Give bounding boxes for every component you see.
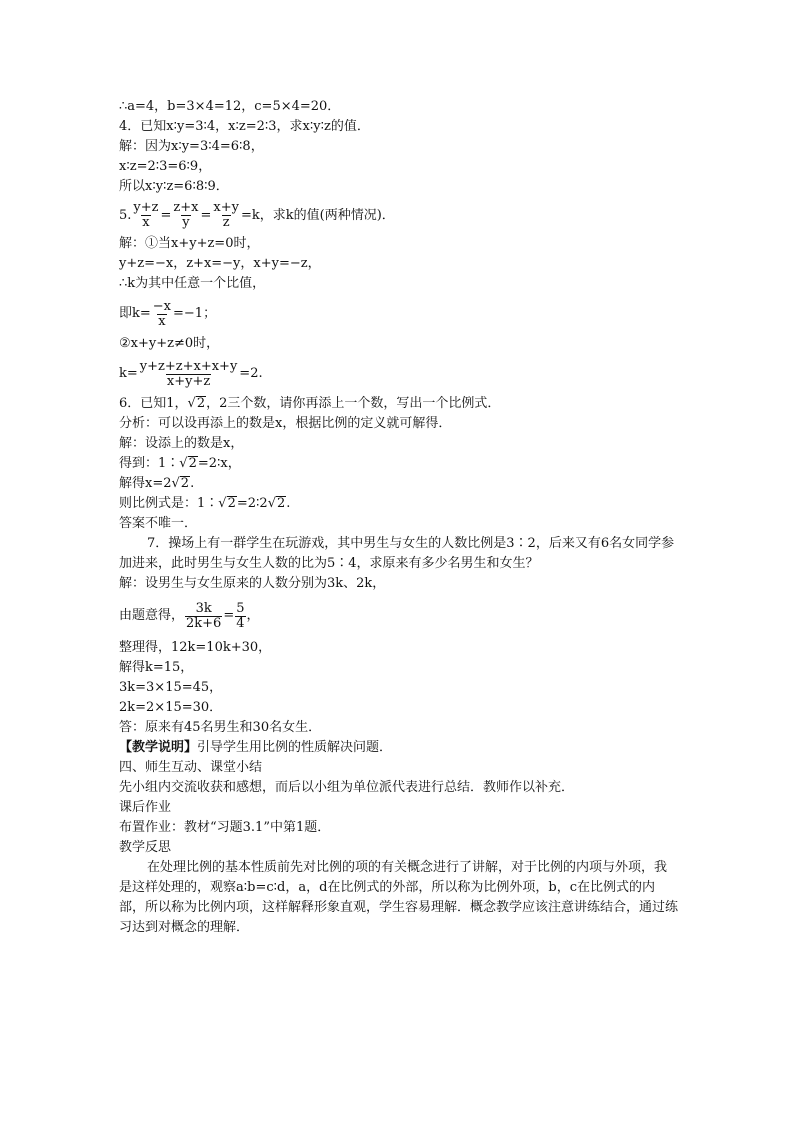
fraction-denominator: x: [158, 313, 166, 329]
text-line: ②x+y+z≠0时，: [119, 336, 220, 351]
document-body: [119, 97, 679, 938]
text-line: 答案不唯一．: [119, 516, 198, 531]
fraction-denominator: y: [182, 215, 190, 230]
equation-line: [119, 454, 679, 474]
text-line: 布置作业：教材“习题3.1”中第1题．: [119, 820, 331, 835]
fraction: [152, 300, 172, 329]
problem-7-statement: 7．操场上有一群学生在玩游戏，其中男生与女生的人数比例是3∶2，后来又有6名女同学参加进来，此时男生与女生人数的比为5∶4，求原来有多少名男生和女生？: [119, 536, 675, 571]
text-run: =−1；: [173, 306, 217, 321]
teaching-note: [119, 738, 679, 758]
radicand: 2: [188, 456, 197, 471]
equation-line: [119, 594, 679, 638]
fraction: [139, 360, 239, 389]
text-run: 即k=: [119, 306, 151, 321]
fraction-denominator: 4: [236, 615, 245, 631]
fraction-numerator: y+z+z+x+x+y: [139, 358, 238, 374]
fraction: [172, 201, 199, 230]
text-line: 解：①当x+y+z=0时，: [119, 236, 260, 251]
sqrt-symbol: √2: [267, 496, 286, 511]
text-line: 整理得，12k=10k+30，: [119, 640, 272, 655]
answer-line: 答：原来有45名男生和30名女生．: [119, 720, 322, 735]
equals-sign: =: [160, 207, 172, 223]
equation-line: [119, 294, 679, 334]
problem-5-statement: [119, 197, 679, 234]
text-run: =k，求k的值(两种情况)．: [240, 207, 395, 223]
equation-line: [119, 474, 679, 494]
problem-number: 5.: [119, 207, 132, 223]
problem-4-statement: 4．已知x∶y=3∶4，x∶z=2∶3，求x∶y∶z的值．: [119, 119, 370, 134]
sqrt-symbol: √2: [218, 496, 236, 511]
section-heading: 课后作业: [119, 800, 172, 815]
text-line: 3k=3×15=45，: [119, 680, 223, 695]
fraction-numerator: 3k: [195, 600, 212, 616]
text-run: 解得x=2: [119, 476, 172, 491]
teaching-note-label: 【教学说明】: [119, 740, 198, 755]
equation-line: [119, 354, 679, 394]
text-line: 解：设男生与女生原来的人数分别为3k、2k，: [119, 576, 386, 591]
text-line: ∴k为其中任意一个比值，: [119, 276, 266, 291]
radicand: 2: [227, 496, 236, 511]
text-run: 由题意得，: [119, 608, 185, 623]
text-run: 6．已知1，: [119, 396, 188, 411]
reflection-paragraph: 在处理比例的基本性质前先对比例的项的有关概念进行了讲解，对于比例的内项与外项，我是这样处理的，观察a∶b=c∶d，a，d在比例式的外部，所以称为比例外项，b，c在比例式的内部，所以称为比例内项，这样解释形象直观，学生容易理解．概念教学应该注意讲练结合，通过练习达到对概念的理解．: [119, 860, 679, 935]
fraction-denominator: x: [142, 215, 150, 230]
equation-line: [119, 494, 679, 514]
radicand: 2: [276, 496, 286, 511]
text-line: y+z=−x，z+x=−y，x+y=−z，: [119, 256, 321, 271]
radicand: 2: [180, 476, 190, 491]
text-line: 解：因为x∶y=3∶4=6∶8，: [119, 139, 264, 154]
text-line: 2k=2×15=30．: [119, 700, 223, 715]
section-heading: 四、师生互动、课堂小结: [119, 760, 263, 775]
fraction-numerator: 5: [236, 600, 245, 616]
fraction: [132, 201, 159, 230]
equals-sign: =: [223, 608, 235, 623]
text-run: 则比例式是：1∶: [119, 496, 219, 511]
text-line: 先小组内交流收获和感想，而后以小组为单位派代表进行总结．教师作以补充．: [119, 780, 575, 795]
fraction-numerator: x+y: [213, 200, 239, 215]
fraction: [185, 602, 222, 631]
fraction-denominator: x+y+z: [166, 373, 211, 389]
text-run: k=: [119, 366, 138, 381]
fraction-numerator: z+x: [173, 200, 199, 215]
text-run: ，: [246, 608, 260, 623]
section-heading: 教学反思: [119, 840, 172, 855]
fraction-denominator: z: [222, 215, 230, 230]
text-line: 所以x∶y∶z=6∶8∶9．: [119, 179, 229, 194]
fraction-numerator: −x: [152, 298, 172, 314]
text-run: =2∶2: [236, 496, 268, 511]
text-line: x∶z=2∶3=6∶9，: [119, 159, 212, 174]
radicand: 2: [196, 396, 206, 411]
text-line: ∴a=4，b=3×4=12，c=5×4=20．: [119, 99, 341, 114]
fraction-denominator: 2k+6: [186, 615, 222, 631]
text-line: 分析：可以设再添上的数是x，根据比例的定义就可解得．: [119, 416, 452, 431]
teaching-note-text: 引导学生用比例的性质解决问题．: [197, 740, 393, 755]
fraction-numerator: y+z: [133, 200, 159, 215]
text-run: =2∶x，: [197, 456, 241, 471]
sqrt-symbol: √2: [187, 396, 206, 411]
text-run: 得到：1∶: [119, 456, 180, 471]
text-run: .: [286, 496, 291, 511]
sqrt-symbol: √2: [171, 476, 190, 491]
fraction: [235, 602, 245, 631]
text-line: 解得k=15，: [119, 660, 194, 675]
text-run: ，2三个数，请你再添上一个数，写出一个比例式．: [206, 396, 501, 411]
equals-sign: =: [200, 207, 212, 223]
text-run: .: [190, 476, 195, 491]
text-line: 解：设添上的数是x，: [119, 436, 244, 451]
sqrt-symbol: √2: [179, 456, 197, 471]
problem-6-statement: [119, 394, 679, 414]
text-run: =2.: [239, 366, 263, 381]
fraction: [212, 201, 240, 230]
